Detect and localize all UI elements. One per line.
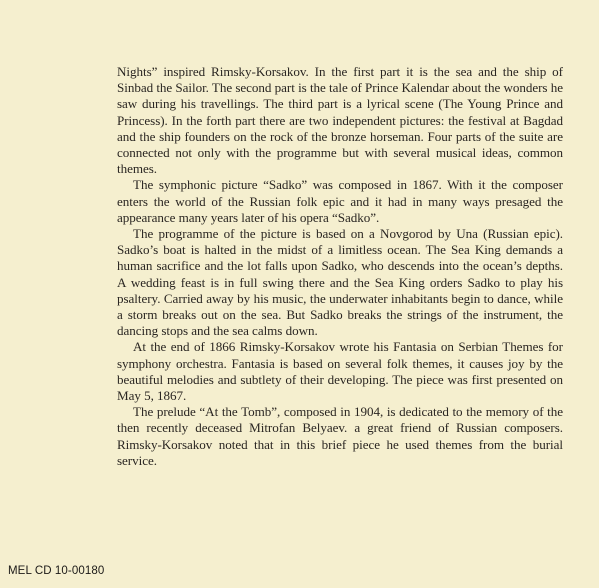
paragraph-serbian-fantasia: At the end of 1866 Rimsky-Korsakov wrote his Fantasia on Serbian Themes for symphony orchestra. Fantasia is based on several folk themes, it causes joy by the beautiful melodies and subtlety of their developing. The piece was first presented on May 5, 1867.	[117, 339, 563, 404]
paragraph-at-the-tomb: The prelude “At the Tomb”, composed in 1904, is dedicated to the memory of the then recently deceased Mitrofan Belyaev. a great friend of Russian composers. Rimsky-Korsakov noted that in this brief piece he used themes from the burial service.	[117, 404, 563, 468]
catalog-number: MEL CD 10-00180	[8, 565, 105, 577]
paragraph-sadko-intro: The symphonic picture “Sadko” was composed in 1867. With it the composer enters the world of the Russian folk epic and it had in many ways presaged the appearance many years later of his opera “Sadko”.	[117, 177, 563, 225]
liner-notes-text	[117, 64, 563, 469]
paragraph-scheherazade: Nights” inspired Rimsky-Korsakov. In the first part it is the sea and the ship of Sinbad the Sailor. The second part is the tale of Prince Kalendar about the wonders he saw during his travellings. The third part is a lyrical scene (The Young Prince and Princess). In the forth part there are two independent pictures: the festival at Bagdad and the ship founders on the rock of the bronze horseman. Four parts of the suite are connected not only with the programme but with several musical ideas, common themes.	[117, 64, 563, 177]
paragraph-sadko-programme: The programme of the picture is based on a Novgorod by Una (Russian epic). Sadko’s boat is halted in the midst of a limitless ocean. The Sea King demands a human sacrifice and the lot falls upon Sadko, who descends into the ocean’s depths. A wedding feast is in full swing there and the Sea King orders Sadko to play his psaltery. Carried away by his music, the underwater inhabitants begin to dance, while a storm breaks out on the sea. But Sadko breaks the strings of the instrument, the dancing stops and the sea calms down.	[117, 226, 563, 339]
